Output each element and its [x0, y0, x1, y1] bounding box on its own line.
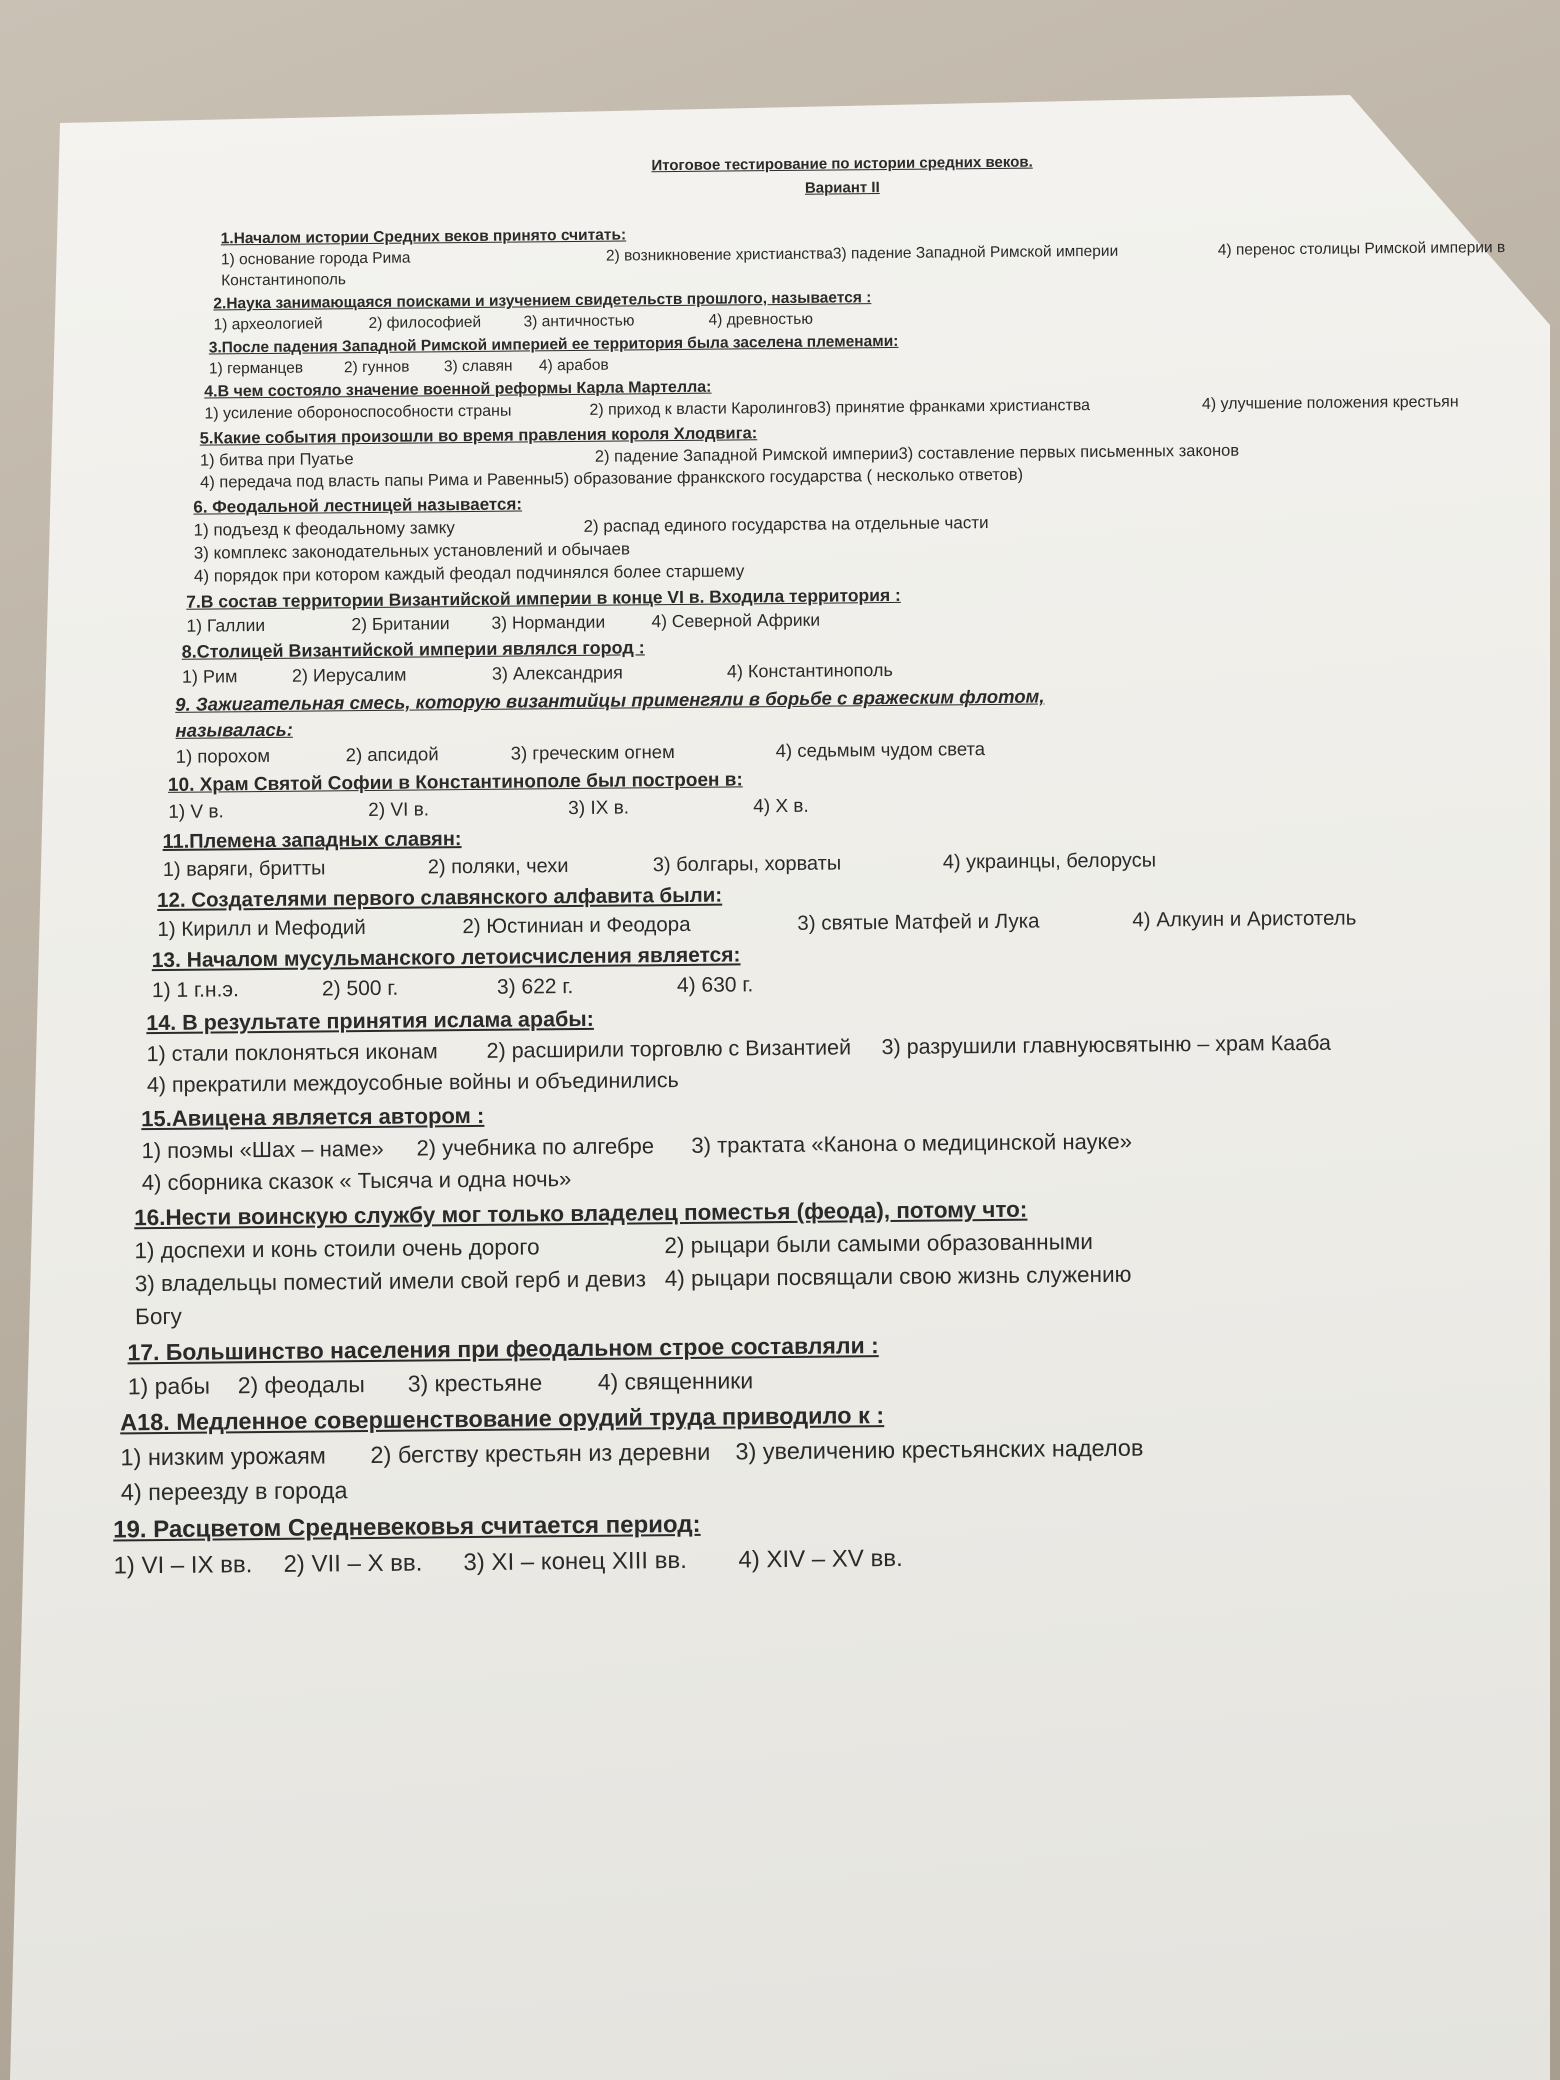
answer-option: 2) VI в.	[368, 799, 430, 821]
answer-option: 2) возникновение христианства	[605, 245, 833, 265]
answer-option: 3) славян	[443, 357, 513, 376]
document-title: Итоговое тестирование по истории средних веков.	[651, 153, 1033, 175]
answer-option: 3) увеличению крестьянских наделов	[735, 1434, 1144, 1465]
answer-continuation: Богу	[134, 1303, 182, 1330]
answer-option: 3) святые Матфей и Лука	[797, 909, 1040, 935]
question-text: 15.Авицена является автором :	[141, 1102, 485, 1132]
question-text: 5.Какие события произошли во время правления короля Хлодвига:	[199, 424, 758, 448]
question-11	[162, 815, 1518, 884]
answer-option: 4) XIV – XV вв.	[738, 1544, 903, 1574]
question-14	[146, 995, 1521, 1101]
answer-option: 1) рабы	[127, 1372, 211, 1400]
answer-option: 2) гуннов	[343, 358, 410, 377]
answer-option: 4) прекратили междоусобные войны и объединились	[146, 1068, 679, 1098]
answer-option: 2) апсидой	[345, 743, 439, 766]
answer-option: 3) греческим огнем	[510, 741, 675, 764]
answer-option: 3) крестьяне	[407, 1369, 543, 1397]
question-16	[134, 1188, 1523, 1333]
answer-option: 5) образование франкского государства ( несколько ответов)	[554, 465, 1024, 489]
question-text: 17. Большинство населения при феодальном строе составляли :	[127, 1332, 879, 1366]
question-13	[152, 933, 1521, 1006]
document-variant: Вариант II	[804, 179, 880, 197]
question-text: 6. Феодальной лестницей называется:	[193, 494, 523, 517]
question-6	[193, 483, 1516, 588]
answer-option: 4) Северной Африки	[651, 609, 821, 632]
answer-option: 1) порохом	[175, 744, 271, 767]
answer-option: 4) улучшение положения крестьян	[1201, 393, 1459, 413]
question-10	[168, 759, 1518, 826]
question-text: 14. В результате принятия ислама арабы:	[146, 1006, 594, 1036]
question-5	[200, 415, 1516, 494]
answer-option: 1) Кирилл и Мефодий	[157, 916, 366, 942]
answer-option: 2) феодалы	[237, 1371, 365, 1399]
answer-option: 4) порядок при котором каждый феодал подчинялся более старшему	[193, 561, 745, 586]
question-text: 1.Началом истории Средних веков принято считать:	[220, 226, 627, 248]
answer-option: 2) Британии	[351, 613, 450, 635]
answer-option: 1) варяги, бритты	[162, 857, 326, 881]
answer-option: 1) Галлии	[186, 614, 266, 636]
answer-option: 4) древностью	[708, 310, 813, 329]
answer-option: 1) археологией	[213, 315, 323, 334]
answer-option: 3) античностью	[523, 312, 635, 331]
question-text: 3.После падения Западной Римской империей ее территория была заселена племенами:	[208, 332, 899, 357]
answer-option: 2) бегству крестьян из деревни	[370, 1438, 711, 1469]
answer-option: 4) сборника сказок « Тысяча и одна ночь»	[141, 1166, 572, 1196]
answer-option: 4) украинцы, белорусы	[942, 849, 1157, 874]
answer-option: 2) 500 г.	[321, 976, 399, 1001]
answer-option: 4) Алкуин и Аристотель	[1132, 906, 1357, 932]
answer-option: 3) составление первых письменных законов	[898, 441, 1240, 463]
question-9	[175, 679, 1518, 770]
answer-option: 2) поляки, чехи	[427, 855, 569, 879]
question-text-continuation: называлась:	[175, 718, 293, 741]
question-15	[141, 1090, 1522, 1199]
answer-option: 2) распад единого государства на отдельные части	[583, 513, 989, 536]
answer-option: 4) 630 г.	[676, 973, 754, 998]
answer-option: 1) германцев	[208, 359, 304, 378]
answer-option: 1) поэмы «Шах – наме»	[141, 1135, 384, 1164]
answer-option: 1) V в.	[168, 801, 224, 823]
answer-option: 1) битва при Пуатье	[199, 450, 354, 470]
answer-option: 2) расширили торговлю с Византией	[486, 1035, 852, 1063]
answer-option: 1) Рим	[181, 666, 238, 687]
answer-option: 3) болгары, хорваты	[652, 852, 842, 877]
question-19	[113, 1499, 1526, 1585]
answer-option: 3) Нормандии	[491, 611, 606, 633]
answer-option: 2) философией	[368, 313, 482, 332]
question-text: 7.В состав территории Византийской империи в конце VI в. Входила территория :	[186, 584, 901, 612]
answer-option: 3) Александрия	[491, 662, 623, 684]
question-text: 12. Создателями первого славянского алфавита были:	[157, 883, 723, 913]
answer-option: 3) IX в.	[568, 797, 630, 820]
answer-option: 3) 622 г.	[496, 975, 574, 999]
question-text: 4.В чем состояло значение военной реформы Карла Мартелла:	[204, 378, 712, 401]
question-text: 2.Наука занимающаяся поисками и изучением свидетельств прошлого, называется :	[213, 289, 872, 313]
question-text: 11.Племена западных славян:	[162, 828, 462, 853]
answer-option: 4) Константинополь	[726, 659, 893, 682]
question-text: А18. Медленное совершенствование орудий труда приводило к :	[119, 1402, 885, 1436]
answer-option: 3) комплекс законодательных установлений и обычаев	[193, 539, 631, 563]
answer-option: 2) VII – X вв.	[283, 1549, 423, 1578]
answer-option: 1) усиление обороноспособности страны	[204, 402, 512, 423]
answer-option: 1) 1 г.н.э.	[151, 978, 240, 1003]
answer-option: 4) перенос столицы Римской империи в	[1217, 239, 1506, 259]
answer-option: 3) XI – конец XIII вв.	[463, 1546, 687, 1577]
answer-option: 4) священники	[597, 1367, 754, 1395]
answer-option: 1) доспехи и конь стоили очень дорого	[134, 1234, 540, 1264]
answer-option: 4) X в.	[753, 795, 809, 818]
question-text: 19. Расцветом Средневековья считается период:	[113, 1510, 701, 1544]
question-text: 16.Нести воинскую службу мог только владелец поместья (феода), потому что:	[134, 1196, 1028, 1231]
answer-option: 4) седьмым чудом света	[775, 738, 986, 762]
answer-option: 3) владельцы поместий имели свой герб и девиз	[134, 1266, 647, 1297]
answer-option: 3) падение Западной Римской империи	[832, 242, 1119, 263]
answer-option: 1) основание города Рима	[220, 249, 411, 269]
answer-option: 1) низким урожаям	[120, 1442, 327, 1471]
answer-option: 2) учебника по алгебре	[416, 1133, 655, 1161]
question-text: 9. Зажигательная смесь, которую византийцы применгяли в борьбе с вражеским флотом,	[175, 685, 1045, 715]
answer-option: 2) рыцари были самыми образованными	[664, 1229, 1093, 1259]
answer-option: 1) стали поклоняться иконам	[146, 1039, 438, 1067]
answer-option: 2) Юстиниан и Феодора	[462, 912, 691, 939]
answer-option-continuation: святыню – храм Кааба	[1104, 1030, 1331, 1057]
question-1	[221, 216, 1514, 291]
answer-option: 4) рыцари посвящали свою жизнь служению	[664, 1261, 1132, 1292]
answer-option: 2) падение Западной Римской империи	[594, 444, 899, 466]
answer-option: 3) принятие франками христианства	[816, 397, 1091, 417]
answer-list	[146, 1026, 1521, 1101]
answer-option: 1) VI – IX вв.	[113, 1551, 253, 1580]
question-18	[120, 1392, 1525, 1510]
answer-continuation: Константинополь	[221, 271, 347, 290]
question-12	[157, 873, 1519, 944]
answer-option: 1) подъезд к феодальному замку	[193, 518, 455, 540]
question-text: 13. Началом мусульманского летоисчисления является:	[151, 943, 741, 973]
question-text: 8.Столицей Византийской империи являлся город :	[181, 637, 645, 662]
answer-option: 2) Иерусалим	[291, 664, 407, 686]
answer-option: 4) переезду в города	[120, 1477, 348, 1506]
answer-option: 3) трактата «Канона о медицинской науке»	[691, 1128, 1132, 1158]
answer-option: 2) приход к власти Каролингов	[589, 399, 817, 419]
answer-option: 4) передача под власть папы Рима и Равенны	[200, 470, 555, 492]
answer-option: 4) арабов	[538, 356, 609, 375]
test-document	[52, 146, 1526, 1585]
answer-option: 3) разрушили главную	[881, 1032, 1105, 1060]
question-17	[127, 1322, 1524, 1403]
question-text: 10. Храм Святой Софии в Константинополе был построен в:	[167, 769, 743, 796]
